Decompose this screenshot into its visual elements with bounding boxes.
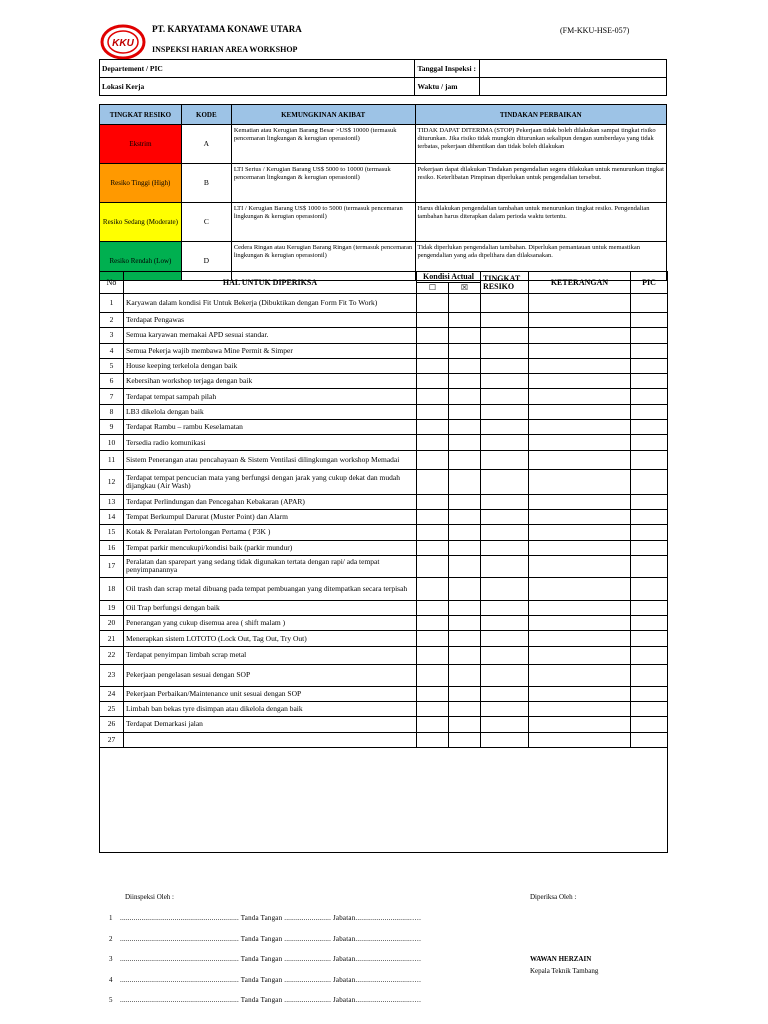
condition-ok-cell[interactable] [417, 313, 449, 328]
risk-level-cell[interactable] [481, 389, 529, 404]
condition-bad-cell[interactable] [449, 717, 481, 732]
remarks-cell[interactable] [529, 469, 631, 494]
pic-cell[interactable] [631, 509, 668, 524]
pic-cell[interactable] [631, 404, 668, 419]
item-number: 18 [100, 577, 124, 600]
risk-level: Resiko Sedang (Moderate) [100, 203, 182, 242]
item-text: Limbah ban bekas tyre disimpan atau dikelola dengan baik [124, 702, 417, 717]
risk-action: Tidak diperlukan pengendalian tambahan. Diperlukan pemantauan untuk memastikan pengendalian yang ada dipelihara dan dilaksanakan. [415, 242, 667, 281]
approver-name: WAWAN HERZAIN [530, 955, 592, 963]
risk-level-cell[interactable] [481, 358, 529, 373]
risk-level-cell[interactable] [481, 646, 529, 664]
condition-bad-cell[interactable] [449, 631, 481, 646]
risk-code: C [181, 203, 231, 242]
risk-level-cell[interactable] [481, 435, 529, 450]
condition-bad-cell[interactable] [449, 374, 481, 389]
condition-bad-cell[interactable] [449, 600, 481, 615]
condition-ok-cell[interactable] [417, 540, 449, 555]
risk-level-cell[interactable] [481, 555, 529, 577]
item-text: Kotak & Peralatan Pertolongan Pertama ( P3K ) [124, 525, 417, 540]
checklist-row [100, 389, 668, 404]
risk-row [100, 125, 667, 164]
item-text: Penerangan yang cukup disemua area ( shift malam ) [124, 616, 417, 631]
condition-bad-cell[interactable] [449, 343, 481, 358]
risk-header-code: KODE [181, 105, 231, 125]
company-name: PT. KARYATAMA KONAWE UTARA [152, 24, 302, 34]
checklist-row [100, 450, 668, 469]
risk-level-cell[interactable] [481, 450, 529, 469]
pic-cell[interactable] [631, 469, 668, 494]
risk-level-cell[interactable] [481, 469, 529, 494]
remarks-cell[interactable] [529, 358, 631, 373]
risk-matrix-table [99, 104, 667, 281]
remarks-cell[interactable] [529, 732, 631, 747]
signer-number: 4 [109, 975, 113, 984]
condition-ok-cell[interactable] [417, 374, 449, 389]
risk-row [100, 203, 667, 242]
item-text: House keeping terkelola dengan baik [124, 358, 417, 373]
item-number: 6 [100, 374, 124, 389]
col-condition: Kondisi Actual [417, 272, 481, 283]
item-number: 9 [100, 420, 124, 435]
item-number: 12 [100, 469, 124, 494]
info-row-department [100, 60, 667, 78]
checklist-row [100, 732, 668, 747]
checklist-row [100, 343, 668, 358]
signer-number: 1 [109, 914, 113, 922]
condition-ok-cell[interactable] [417, 494, 449, 509]
approver-title: Kepala Teknik Tambang [530, 967, 599, 975]
pic-cell[interactable] [631, 646, 668, 664]
item-number: 22 [100, 646, 124, 664]
pic-cell[interactable] [631, 328, 668, 343]
risk-code: D [181, 242, 231, 281]
pic-cell[interactable] [631, 686, 668, 701]
item-number: 8 [100, 404, 124, 419]
col-risk: TINGKAT RESIKO [481, 272, 529, 294]
condition-bad-cell[interactable] [449, 313, 481, 328]
checklist-header-row [100, 272, 668, 283]
condition-ok-cell[interactable] [417, 631, 449, 646]
item-number: 16 [100, 540, 124, 555]
department-label: Departement / PIC [100, 60, 415, 78]
condition-ok-cell[interactable] [417, 294, 449, 313]
condition-bad-cell[interactable] [449, 294, 481, 313]
remarks-cell[interactable] [529, 686, 631, 701]
remarks-cell[interactable] [529, 509, 631, 524]
info-row-location [100, 78, 667, 96]
col-item: HAL UNTUK DIPERIKSA [124, 272, 417, 294]
item-text: Terdapat Perlindungan dan Pencegahan Kebakaran (APAR) [124, 494, 417, 509]
pic-cell[interactable] [631, 616, 668, 631]
item-number: 11 [100, 450, 124, 469]
item-text: Terdapat Demarkasi jalan [124, 717, 417, 732]
item-text: Sistem Penerangan atau pencahayaan & Sistem Ventilasi dilingkungan workshop Memadai [124, 450, 417, 469]
remarks-cell[interactable] [529, 374, 631, 389]
condition-bad-cell[interactable] [449, 732, 481, 747]
checklist-row [100, 717, 668, 732]
item-text: Karyawan dalam kondisi Fit Untuk Bekerja (Dibuktikan dengan Form Fit To Work) [124, 294, 417, 313]
remarks-cell[interactable] [529, 600, 631, 615]
condition-ok-cell[interactable] [417, 358, 449, 373]
risk-action: Pekerjaan dapat dilakukan Tindakan pengendalian segera dilakukan untuk menurunkan tingkat resiko. Keterlibatan Pimpinan diperlukan untuk pengendalian tersebut. [415, 164, 667, 203]
signer-number: 3 [109, 955, 113, 963]
checklist-row [100, 555, 668, 577]
risk-level-cell[interactable] [481, 313, 529, 328]
remarks-cell[interactable] [529, 420, 631, 435]
remarks-cell[interactable] [529, 389, 631, 404]
item-text: Terdapat penyimpan limbah scrap metal [124, 646, 417, 664]
risk-level-cell[interactable] [481, 616, 529, 631]
signer-number: 2 [109, 934, 113, 943]
item-number: 3 [100, 328, 124, 343]
risk-level-cell[interactable] [481, 600, 529, 615]
risk-level-cell[interactable] [481, 374, 529, 389]
risk-consequence: LTI Serius / Kerugian Barang US$ 5000 to 10000 (termasuk pencemaran lingkungan & kerugian operasionil) [231, 164, 415, 203]
condition-bad-cell[interactable] [449, 450, 481, 469]
col-remarks: KETERANGAN [529, 272, 631, 294]
pic-cell[interactable] [631, 343, 668, 358]
item-number: 21 [100, 631, 124, 646]
condition-ok-cell[interactable] [417, 646, 449, 664]
condition-ok-cell[interactable] [417, 435, 449, 450]
remarks-cell[interactable] [529, 435, 631, 450]
pic-cell[interactable] [631, 294, 668, 313]
risk-level-cell[interactable] [481, 540, 529, 555]
item-text: Semua Pekerja wajib membawa Mine Permit & Simper [124, 343, 417, 358]
condition-ok-cell[interactable] [417, 600, 449, 615]
pic-cell[interactable] [631, 631, 668, 646]
condition-bad-cell[interactable] [449, 469, 481, 494]
item-text: Tersedia radio komunikasi [124, 435, 417, 450]
risk-level-cell[interactable] [481, 525, 529, 540]
item-text: Tempat Berkumpul Darurat (Muster Point) dan Alarm [124, 509, 417, 524]
remarks-cell[interactable] [529, 328, 631, 343]
condition-bad-cell[interactable] [449, 525, 481, 540]
risk-header-level: TINGKAT RESIKO [100, 105, 182, 125]
item-text: Oil Trap berfungsi dengan baik [124, 600, 417, 615]
item-text: Terdapat tempat pencucian mata yang berfungsi dengan jarak yang cukup dekat dan mudah dijangkau (Air Wash) [124, 469, 417, 494]
date-field[interactable] [480, 60, 667, 78]
item-text: Oil trash dan scrap metal dibuang pada tempat pembuangan yang ditempatkan secara terpisah [124, 577, 417, 600]
item-number: 4 [100, 343, 124, 358]
checklist-row [100, 374, 668, 389]
condition-ok-cell[interactable] [417, 577, 449, 600]
risk-level-cell[interactable] [481, 702, 529, 717]
risk-level-cell[interactable] [481, 509, 529, 524]
condition-bad-cell[interactable] [449, 328, 481, 343]
item-number: 10 [100, 435, 124, 450]
pic-cell[interactable] [631, 600, 668, 615]
risk-action: TIDAK DAPAT DITERIMA (STOP) Pekerjaan tidak boleh dilakukan sampai tingkat risiko diturunkan. Jika risiko tidak mungkin diturunkan sekalipun dengan sumberdaya yang tidak terbatas, pekerjaan dihentikan dan tidak boleh dilakukan [415, 125, 667, 164]
remarks-cell[interactable] [529, 450, 631, 469]
checklist-row [100, 646, 668, 664]
item-number: 27 [100, 732, 124, 747]
pic-cell[interactable] [631, 374, 668, 389]
checklist-row [100, 540, 668, 555]
pic-cell[interactable] [631, 313, 668, 328]
condition-ok-cell[interactable] [417, 555, 449, 577]
col-pic: PIC [631, 272, 668, 294]
signer-number: 5 [109, 996, 113, 1004]
condition-bad-cell[interactable] [449, 616, 481, 631]
checklist-row [100, 294, 668, 313]
condition-ok-cell[interactable] [417, 702, 449, 717]
remarks-cell[interactable] [529, 540, 631, 555]
condition-bad-cell[interactable] [449, 494, 481, 509]
checklist-row [100, 358, 668, 373]
remarks-cell[interactable] [529, 702, 631, 717]
risk-header-row [100, 105, 667, 125]
checklist-row [100, 420, 668, 435]
item-number: 25 [100, 702, 124, 717]
remarks-cell[interactable] [529, 343, 631, 358]
item-number: 20 [100, 616, 124, 631]
pic-cell[interactable] [631, 577, 668, 600]
pic-cell[interactable] [631, 420, 668, 435]
condition-ok-cell[interactable] [417, 450, 449, 469]
item-text: LB3 dikelola dengan baik [124, 404, 417, 419]
item-number: 17 [100, 555, 124, 577]
item-number: 7 [100, 389, 124, 404]
pic-cell[interactable] [631, 732, 668, 747]
item-text: Terdapat tempat sampah pilah [124, 389, 417, 404]
condition-ok-cell[interactable] [417, 686, 449, 701]
form-title: INSPEKSI HARIAN AREA WORKSHOP [152, 45, 298, 54]
item-number: 23 [100, 664, 124, 686]
document-number: (FM-KKU-HSE-057) [560, 26, 630, 35]
signature-line[interactable]: ............................................................. Tanda Tangan ........................ Jabatan.............................…. [120, 934, 422, 943]
risk-level: Resiko Rendah (Low) [100, 242, 182, 281]
pic-cell[interactable] [631, 717, 668, 732]
remarks-cell[interactable] [529, 664, 631, 686]
condition-ok-cell[interactable] [417, 732, 449, 747]
pic-cell[interactable] [631, 702, 668, 717]
risk-header-action: TINDAKAN PERBAIKAN [415, 105, 667, 125]
item-number: 2 [100, 313, 124, 328]
item-text: Pekerjaan Perbaikan/Maintenance unit sesuai dengan SOP [124, 686, 417, 701]
condition-bad-cell[interactable] [449, 555, 481, 577]
item-text: Terdapat Rambu – rambu Keselamatan [124, 420, 417, 435]
time-field[interactable] [480, 78, 667, 96]
pic-cell[interactable] [631, 540, 668, 555]
remarks-cell[interactable] [529, 404, 631, 419]
risk-action: Harus dilakukan pengendalian tambahan untuk menurunkan tingkat resiko. Pengendalian tambahan harus diterapkan dalam perioda waktu tertentu. [415, 203, 667, 242]
checklist-row [100, 494, 668, 509]
condition-bad-cell[interactable] [449, 702, 481, 717]
checklist-blank-area [100, 747, 668, 852]
checklist-row [100, 404, 668, 419]
remarks-cell[interactable] [529, 646, 631, 664]
remarks-cell[interactable] [529, 555, 631, 577]
item-text: Peralatan dan sparepart yang sedang tidak digunakan tertata dengan rapi/ ada tempat penyimpanannya [124, 555, 417, 577]
risk-level-cell[interactable] [481, 664, 529, 686]
pic-cell[interactable] [631, 450, 668, 469]
checklist-row [100, 664, 668, 686]
condition-ok-cell[interactable] [417, 343, 449, 358]
location-label: Lokasi Kerja [100, 78, 415, 96]
remarks-cell[interactable] [529, 577, 631, 600]
risk-level: Resiko Tinggi (High) [100, 164, 182, 203]
signature-line[interactable]: ............................................................. Tanda Tangan ........................ Jabatan.............................…. [120, 975, 422, 984]
condition-ok-cell[interactable] [417, 469, 449, 494]
condition-ok-cell[interactable] [417, 717, 449, 732]
pic-cell[interactable] [631, 389, 668, 404]
checklist-row [100, 509, 668, 524]
item-number: 26 [100, 717, 124, 732]
condition-ok-cell[interactable] [417, 404, 449, 419]
risk-level-cell[interactable] [481, 343, 529, 358]
risk-row [100, 164, 667, 203]
remarks-cell[interactable] [529, 294, 631, 313]
risk-level-cell[interactable] [481, 294, 529, 313]
item-number: 19 [100, 600, 124, 615]
risk-level-cell[interactable] [481, 686, 529, 701]
condition-ok-cell[interactable] [417, 389, 449, 404]
risk-consequence: Cedera Ringan atau Kerugian Barang Ringan (termasuk pencemaran lingkungan & kerugian operasionil) [231, 242, 415, 281]
remarks-cell[interactable] [529, 313, 631, 328]
condition-bad-cell[interactable] [449, 420, 481, 435]
signature-line[interactable]: ............................................................. Tanda Tangan ........................ Jabatan.............................…. [120, 914, 422, 922]
checklist-row [100, 577, 668, 600]
signature-line[interactable]: ............................................................. Tanda Tangan ........................ Jabatan.............................…. [120, 996, 422, 1004]
risk-level-cell[interactable] [481, 420, 529, 435]
inspected-by-label: Diinspeksi Oleh : [125, 893, 174, 901]
col-condition-ok: ☐ [417, 283, 449, 294]
item-text: Pekerjaan pengelasan sesuai dengan SOP [124, 664, 417, 686]
condition-ok-cell[interactable] [417, 525, 449, 540]
pic-cell[interactable] [631, 664, 668, 686]
checklist-row [100, 469, 668, 494]
condition-bad-cell[interactable] [449, 646, 481, 664]
risk-level-cell[interactable] [481, 404, 529, 419]
condition-ok-cell[interactable] [417, 328, 449, 343]
item-text: Kebersihan workshop terjaga dengan baik [124, 374, 417, 389]
item-text [124, 732, 417, 747]
checklist-row [100, 600, 668, 615]
pic-cell[interactable] [631, 435, 668, 450]
risk-level-cell[interactable] [481, 494, 529, 509]
condition-ok-cell[interactable] [417, 420, 449, 435]
condition-bad-cell[interactable] [449, 435, 481, 450]
condition-bad-cell[interactable] [449, 540, 481, 555]
risk-level-cell[interactable] [481, 328, 529, 343]
kku-logo-icon [100, 22, 146, 62]
remarks-cell[interactable] [529, 525, 631, 540]
remarks-cell[interactable] [529, 494, 631, 509]
remarks-cell[interactable] [529, 616, 631, 631]
company-logo [100, 22, 146, 62]
checklist-row [100, 616, 668, 631]
item-number: 24 [100, 686, 124, 701]
item-number: 5 [100, 358, 124, 373]
risk-consequence: LTI / Kerugian Barang US$ 1000 to 5000 (termasuk pencemaran lingkungan & kerugian operasionil) [231, 203, 415, 242]
condition-bad-cell[interactable] [449, 577, 481, 600]
pic-cell[interactable] [631, 525, 668, 540]
time-label: Waktu / jam [415, 78, 480, 96]
item-number: 13 [100, 494, 124, 509]
item-number: 14 [100, 509, 124, 524]
condition-bad-cell[interactable] [449, 358, 481, 373]
info-table [99, 59, 667, 96]
checklist-row [100, 686, 668, 701]
checklist-row [100, 435, 668, 450]
pic-cell[interactable] [631, 555, 668, 577]
condition-ok-cell[interactable] [417, 664, 449, 686]
condition-bad-cell[interactable] [449, 509, 481, 524]
remarks-cell[interactable] [529, 631, 631, 646]
item-text: Tempat parkir mencukupi/kondisi baik (parkir mundur) [124, 540, 417, 555]
risk-level-cell[interactable] [481, 717, 529, 732]
checklist-row [100, 313, 668, 328]
condition-bad-cell[interactable] [449, 664, 481, 686]
checklist-row [100, 702, 668, 717]
col-condition-bad: ☒ [449, 283, 481, 294]
pic-cell[interactable] [631, 494, 668, 509]
condition-bad-cell[interactable] [449, 389, 481, 404]
risk-code: B [181, 164, 231, 203]
remarks-cell[interactable] [529, 717, 631, 732]
risk-consequence: Kematian atau Kerugian Barang Besar >US$ 10000 (termasuk pencemaran lingkungan & kerugian operasionil) [231, 125, 415, 164]
item-number: 1 [100, 294, 124, 313]
condition-ok-cell[interactable] [417, 509, 449, 524]
condition-bad-cell[interactable] [449, 404, 481, 419]
condition-bad-cell[interactable] [449, 686, 481, 701]
risk-level-cell[interactable] [481, 631, 529, 646]
item-text: Semua karyawan memakai APD sesuai standar. [124, 328, 417, 343]
risk-code: A [181, 125, 231, 164]
svg-text:KKU: KKU [112, 38, 134, 49]
checklist-row [100, 328, 668, 343]
col-no: No [100, 272, 124, 294]
checklist-table [99, 271, 668, 853]
item-text: Terdapat Pengawas [124, 313, 417, 328]
item-number: 15 [100, 525, 124, 540]
signature-line[interactable]: ............................................................. Tanda Tangan ........................ Jabatan.............................…. [120, 955, 422, 963]
checklist-row [100, 525, 668, 540]
risk-header-consequence: KEMUNGKINAN AKIBAT [231, 105, 415, 125]
item-text: Menerapkan sistem LOTOTO (Lock Out, Tag Out, Try Out) [124, 631, 417, 646]
risk-level-cell[interactable] [481, 732, 529, 747]
pic-cell[interactable] [631, 358, 668, 373]
risk-level: Ekstrim [100, 125, 182, 164]
condition-ok-cell[interactable] [417, 616, 449, 631]
checked-by-label: Diperiksa Oleh : [530, 893, 577, 901]
date-label: Tanggal Inspeksi : [415, 60, 480, 78]
checklist-row [100, 631, 668, 646]
risk-level-cell[interactable] [481, 577, 529, 600]
